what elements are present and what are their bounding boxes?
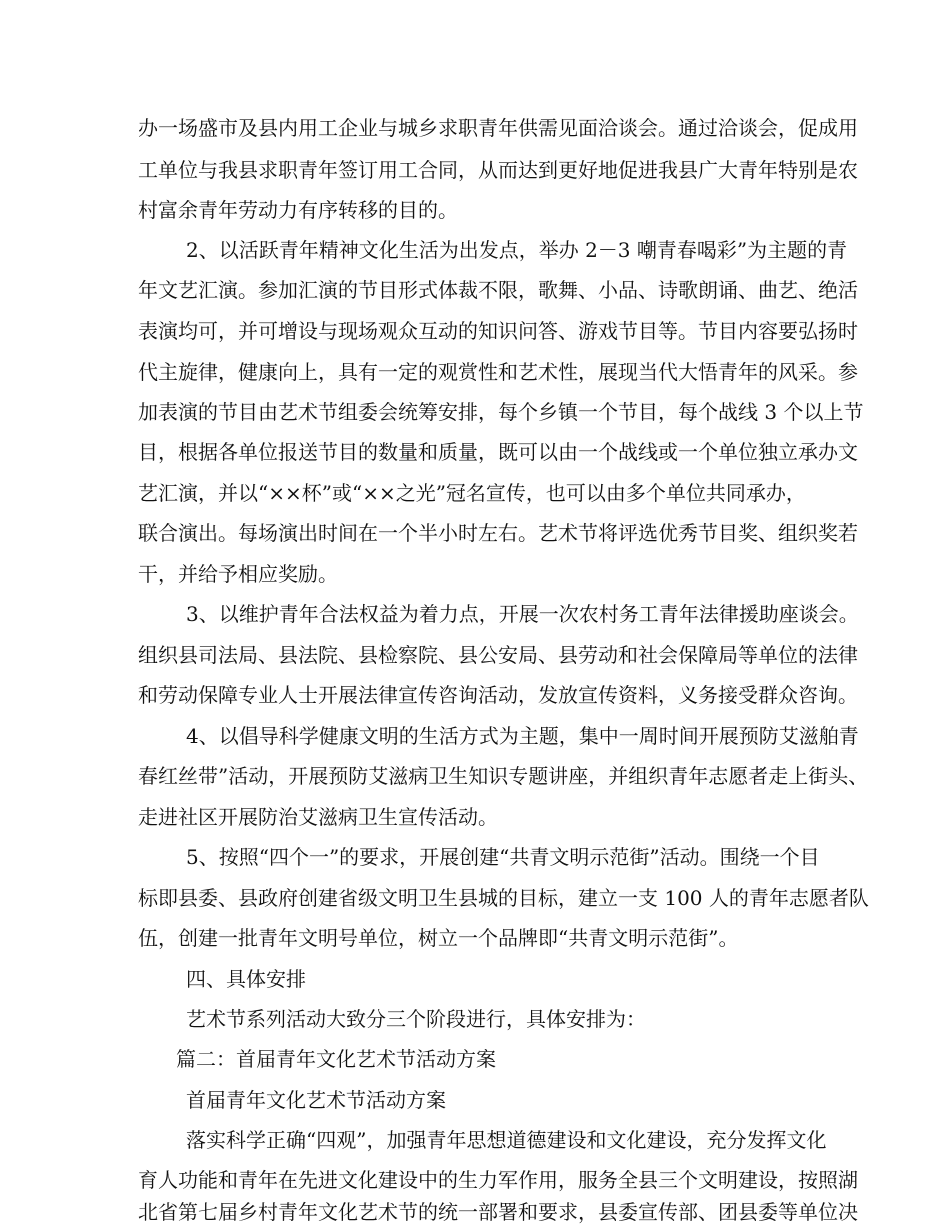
text-line-17: 春红丝带”活动，开展预防艾滋病卫生知识专题讲座，并组织青年志愿者走上街头、 bbox=[138, 764, 869, 788]
text-line-21: 伍，创建一批青年文明号单位，树立一个品牌即“共青文明示范街”。 bbox=[138, 926, 739, 950]
text-line-4: 2、以活跃青年精神文化生活为出发点，举办 2－3 嘲青春喝彩”为主题的青 bbox=[186, 238, 848, 262]
text-line-5: 年文艺汇演。参加汇演的节目形式体裁不限，歌舞、小品、诗歌朗诵、曲艺、绝活 bbox=[138, 278, 858, 302]
text-line-9: 目，根据各单位报送节目的数量和质量，既可以由一个战线或一个单位独立承办文 bbox=[138, 440, 858, 464]
text-line-19: 5、按照“四个一”的要求，开展创建“共青文明示范街”活动。围绕一个目 bbox=[186, 845, 820, 869]
text-line-14: 组织县司法局、县法院、县检察院、县公安局、县劳动和社会保障局等单位的法律 bbox=[138, 643, 858, 667]
document-title: 首届青年文化艺术节活动方案 bbox=[186, 1088, 446, 1112]
text-line-27: 育人功能和青年在先进文化建设中的生力军作用，服务全县三个文明建设，按照湖 bbox=[138, 1168, 858, 1192]
text-line-8: 加表演的节目由艺术节组委会统筹安排，每个乡镇一个节目，每个战线 3 个以上节 bbox=[138, 400, 864, 424]
text-line-10: 艺汇演，并以“××杯”或“××之光”冠名宣传，也可以由多个单位共同承办， bbox=[138, 481, 806, 505]
section-heading-arrangement: 四、具体安排 bbox=[186, 967, 306, 991]
text-line-20: 标即县委、县政府创建省级文明卫生县城的目标，建立一支 100 人的青年志愿者队 bbox=[138, 886, 869, 910]
text-line-18: 走进社区开展防治艾滋病卫生宣传活动。 bbox=[138, 805, 498, 829]
text-line-7: 代主旋律，健康向上，具有一定的观赏性和艺术性，展现当代大悟青年的风采。参 bbox=[138, 360, 858, 384]
text-line-15: 和劳动保障专业人士开展法律宣传咨询活动，发放宣传资料，义务接受群众咨询。 bbox=[138, 683, 858, 707]
text-line-12: 干，并给予相应奖励。 bbox=[138, 562, 338, 586]
text-line-1: 办一场盛市及县内用工企业与城乡求职青年供需见面洽谈会。通过洽谈会，促成用 bbox=[138, 116, 858, 140]
text-line-23: 艺术节系列活动大致分三个阶段进行，具体安排为： bbox=[186, 1007, 646, 1031]
chapter-heading: 篇二：首届青年文化艺术节活动方案 bbox=[176, 1047, 496, 1071]
text-line-11: 联合演出。每场演出时间在一个半小时左右。艺术节将评选优秀节目奖、组织奖若 bbox=[138, 521, 858, 545]
text-line-2: 工单位与我县求职青年签订用工合同，从而达到更好地促进我县广大青年特别是农 bbox=[138, 158, 858, 182]
text-line-16: 4、以倡导科学健康文明的生活方式为主题，集中一周时间开展预防艾滋舶青 bbox=[186, 724, 859, 748]
text-line-6: 表演均可，并可增设与现场观众互动的知识问答、游戏节目等。节目内容要弘扬时 bbox=[138, 319, 858, 343]
text-line-28: 北省第七届乡村青年文化艺术节的统一部署和要求，县委宣传部、团县委等单位决 bbox=[138, 1200, 858, 1224]
text-line-26: 落实科学正确“四观”，加强青年思想道德建设和文化建设，充分发挥文化 bbox=[186, 1128, 827, 1152]
text-line-3: 村富余青年劳动力有序转移的目的。 bbox=[138, 198, 458, 222]
text-line-13: 3、以维护青年合法权益为着力点，开展一次农村务工青年法律援助座谈会。 bbox=[186, 602, 859, 626]
